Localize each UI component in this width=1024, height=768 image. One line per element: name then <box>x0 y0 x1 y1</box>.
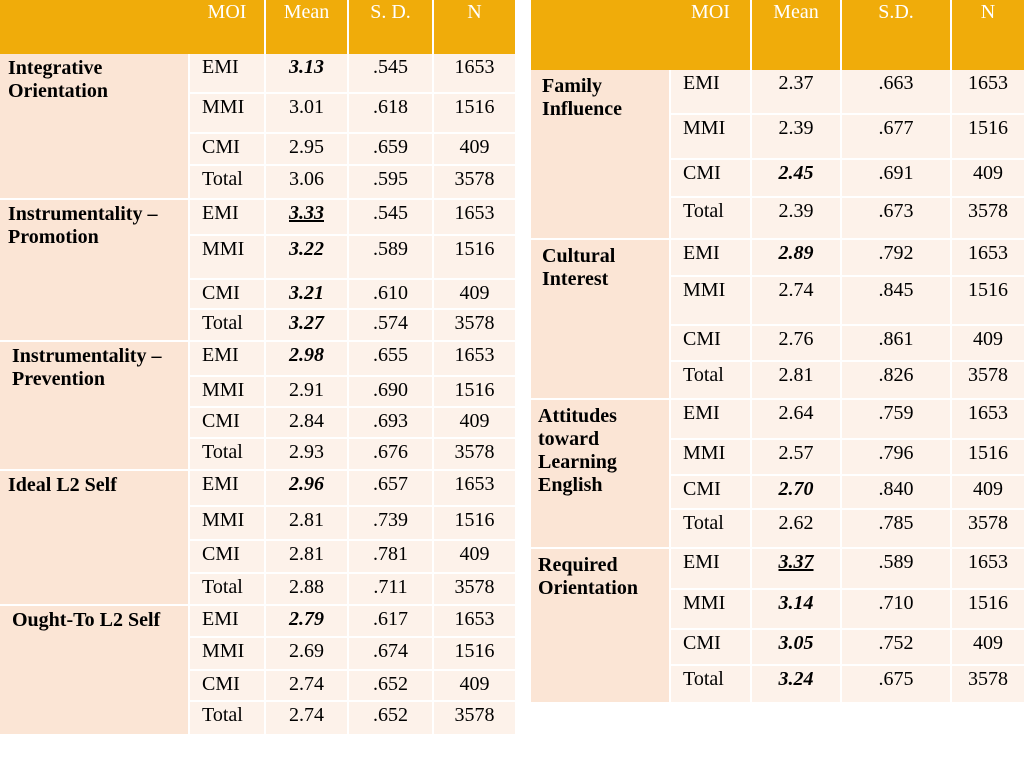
cell-moi: MMI <box>190 94 266 132</box>
variable-label <box>531 400 671 547</box>
table-row <box>671 115 1024 160</box>
variable-label <box>531 240 671 398</box>
cell-moi: MMI <box>190 507 266 539</box>
cell-mean: 2.93 <box>266 439 349 469</box>
cell-n: 3578 <box>454 312 495 334</box>
cell-mean: 2.81 <box>266 541 349 572</box>
cell-mean: 2.81 <box>752 362 842 398</box>
cell-mean: 2.74 <box>752 277 842 324</box>
cell-sd: .674 <box>349 638 434 669</box>
variable-label-text: Ought-To L2 Self <box>12 609 161 631</box>
table-row <box>190 166 515 200</box>
cell-moi: CMI <box>190 280 266 308</box>
cell-n: 1653 <box>968 72 1008 94</box>
cell-sd: .739 <box>349 507 434 539</box>
cell-sd: .655 <box>349 342 434 375</box>
cell-sd: .796 <box>842 440 952 474</box>
table-row <box>190 377 515 408</box>
cell-mean: 3.05 <box>752 630 842 664</box>
cell-moi: CMI <box>190 134 266 164</box>
cell-mean: 2.84 <box>266 408 349 437</box>
cell-n: 1516 <box>968 117 1008 139</box>
cell-mean: 3.24 <box>752 666 842 702</box>
variable-label <box>0 471 190 604</box>
table-row <box>671 400 1024 440</box>
cell-moi: Total <box>190 574 266 604</box>
cell-n: 409 <box>973 162 1003 184</box>
variable-label <box>531 70 671 238</box>
header-sd: S. D. <box>349 0 434 54</box>
cell-sd: .693 <box>349 408 434 437</box>
table-row <box>671 549 1024 590</box>
header-n: N <box>467 1 482 23</box>
cell-sd: .652 <box>349 671 434 700</box>
cell-mean: 2.79 <box>266 606 349 636</box>
cell-moi: CMI <box>671 630 752 664</box>
cell-sd: .690 <box>349 377 434 406</box>
cell-n: 1653 <box>454 56 495 78</box>
cell-n: 1516 <box>454 379 495 401</box>
cell-mean: 2.62 <box>752 510 842 547</box>
variable-label <box>0 200 190 340</box>
cell-sd: .676 <box>349 439 434 469</box>
cell-sd: .618 <box>349 94 434 132</box>
cell-n: 409 <box>459 410 490 432</box>
cell-moi: MMI <box>190 638 266 669</box>
cell-moi: EMI <box>671 240 752 275</box>
cell-sd: .545 <box>349 200 434 234</box>
cell-sd: .710 <box>842 590 952 628</box>
table-row <box>190 638 515 671</box>
variable-label <box>531 549 671 702</box>
variable-label-text: Instrumentality – Promotion <box>8 203 158 248</box>
cell-n: 1653 <box>454 202 495 224</box>
variable-label <box>0 54 190 198</box>
header-sd: S.D. <box>842 0 952 70</box>
cell-sd: .752 <box>842 630 952 664</box>
variable-label-text: Attitudes toward Learning English <box>538 405 617 496</box>
table-row <box>190 439 515 471</box>
cell-moi: EMI <box>671 549 752 588</box>
cell-mean: 2.91 <box>266 377 349 406</box>
header-mean: Mean <box>752 0 842 70</box>
cell-n: 3578 <box>454 704 495 726</box>
cell-mean: 2.57 <box>752 440 842 474</box>
cell-n: 1516 <box>454 238 495 260</box>
cell-n: 1653 <box>454 473 495 495</box>
table-row <box>671 666 1024 704</box>
table-row <box>190 310 515 342</box>
cell-sd: .691 <box>842 160 952 196</box>
cell-n: 1516 <box>454 96 495 118</box>
cell-sd: .652 <box>349 702 434 734</box>
cell-moi: Total <box>190 310 266 340</box>
cell-mean: 2.37 <box>752 70 842 113</box>
header-moi: MOI <box>671 0 752 70</box>
variable-label-text: Family Influence <box>542 75 622 120</box>
cell-mean: 2.74 <box>266 671 349 700</box>
cell-mean: 2.45 <box>752 160 842 196</box>
cell-sd: .792 <box>842 240 952 275</box>
variable-label-text: Integrative Orientation <box>8 57 108 102</box>
cell-mean: 2.96 <box>266 471 349 505</box>
cell-moi: MMI <box>190 236 266 278</box>
table-row <box>190 702 515 736</box>
table-row <box>671 362 1024 400</box>
cell-moi: MMI <box>671 590 752 628</box>
cell-moi: Total <box>671 198 752 238</box>
cell-moi: MMI <box>671 440 752 474</box>
cell-sd: .574 <box>349 310 434 340</box>
cell-sd: .617 <box>349 606 434 636</box>
cell-n: 1653 <box>454 344 495 366</box>
cell-n: 1516 <box>968 279 1008 301</box>
cell-mean: 2.39 <box>752 115 842 158</box>
table-row <box>190 574 515 606</box>
variable-label <box>0 342 190 469</box>
cell-sd: .677 <box>842 115 952 158</box>
cell-n: 409 <box>973 632 1003 654</box>
cell-sd: .759 <box>842 400 952 438</box>
table-row <box>671 440 1024 476</box>
cell-moi: EMI <box>190 471 266 505</box>
cell-sd: .826 <box>842 362 952 398</box>
cell-sd: .781 <box>349 541 434 572</box>
cell-mean: 2.95 <box>266 134 349 164</box>
table-row <box>190 134 515 166</box>
cell-sd: .845 <box>842 277 952 324</box>
cell-mean: 2.64 <box>752 400 842 438</box>
cell-mean: 2.70 <box>752 476 842 508</box>
cell-sd: .657 <box>349 471 434 505</box>
table-row <box>190 280 515 310</box>
cell-mean: 2.81 <box>266 507 349 539</box>
table-row <box>190 541 515 574</box>
cell-n: 3578 <box>968 200 1008 222</box>
cell-moi: MMI <box>190 377 266 406</box>
cell-n: 3578 <box>454 168 495 190</box>
cell-moi: EMI <box>190 342 266 375</box>
table-row <box>190 94 515 134</box>
cell-sd: .663 <box>842 70 952 113</box>
cell-mean: 2.69 <box>266 638 349 669</box>
cell-mean: 2.88 <box>266 574 349 604</box>
table-row <box>671 277 1024 326</box>
table-row <box>190 606 515 638</box>
table-row <box>190 471 515 507</box>
cell-n: 1516 <box>454 640 495 662</box>
table-row <box>190 236 515 280</box>
cell-n: 3578 <box>968 364 1008 386</box>
cell-mean: 3.22 <box>266 236 349 278</box>
cell-mean: 3.01 <box>266 94 349 132</box>
cell-mean: 2.89 <box>752 240 842 275</box>
cell-sd: .659 <box>349 134 434 164</box>
table-row <box>671 326 1024 362</box>
cell-mean: 3.33 <box>266 200 349 234</box>
cell-moi: CMI <box>671 476 752 508</box>
cell-sd: .840 <box>842 476 952 508</box>
cell-n: 409 <box>459 543 490 565</box>
cell-mean: 2.74 <box>266 702 349 734</box>
cell-sd: .673 <box>842 198 952 238</box>
table-row <box>190 200 515 236</box>
table-row <box>190 671 515 702</box>
header-mean: Mean <box>266 0 349 54</box>
cell-n: 409 <box>459 282 490 304</box>
cell-mean: 3.06 <box>266 166 349 198</box>
table-row <box>190 342 515 377</box>
cell-sd: .595 <box>349 166 434 198</box>
cell-sd: .861 <box>842 326 952 360</box>
cell-sd: .589 <box>842 549 952 588</box>
table-row <box>671 510 1024 549</box>
cell-moi: EMI <box>671 70 752 113</box>
cell-n: 409 <box>459 136 490 158</box>
cell-mean: 3.13 <box>266 54 349 92</box>
cell-sd: .545 <box>349 54 434 92</box>
table-row <box>671 70 1024 115</box>
cell-moi: Total <box>671 666 752 702</box>
table-row <box>671 476 1024 510</box>
table-row <box>190 507 515 541</box>
cell-n: 3578 <box>968 668 1008 690</box>
cell-sd: .589 <box>349 236 434 278</box>
table-row <box>671 198 1024 240</box>
table-row <box>671 630 1024 666</box>
table-row <box>671 240 1024 277</box>
cell-mean: 3.14 <box>752 590 842 628</box>
cell-moi: CMI <box>190 671 266 700</box>
cell-mean: 2.98 <box>266 342 349 375</box>
variable-label-text: Required Orientation <box>538 554 638 599</box>
header-n: N <box>980 1 996 23</box>
cell-moi: Total <box>190 439 266 469</box>
cell-n: 3578 <box>968 512 1008 534</box>
cell-moi: MMI <box>671 115 752 158</box>
table-header <box>531 0 1024 70</box>
cell-mean: 2.76 <box>752 326 842 360</box>
cell-n: 1653 <box>968 402 1008 424</box>
cell-sd: .711 <box>349 574 434 604</box>
cell-moi: Total <box>190 166 266 198</box>
cell-moi: EMI <box>190 606 266 636</box>
cell-mean: 3.37 <box>752 549 842 588</box>
cell-n: 1653 <box>968 242 1008 264</box>
cell-n: 1516 <box>454 509 495 531</box>
variable-label-text: Cultural Interest <box>542 245 616 290</box>
table-row <box>190 408 515 439</box>
cell-n: 409 <box>973 328 1003 350</box>
table-row <box>671 160 1024 198</box>
cell-moi: EMI <box>671 400 752 438</box>
cell-mean: 2.39 <box>752 198 842 238</box>
variable-label-text: Instrumentality – Prevention <box>12 345 162 390</box>
variable-label <box>0 606 190 734</box>
cell-moi: CMI <box>671 326 752 360</box>
cell-n: 3578 <box>454 441 495 463</box>
table-row <box>190 54 515 94</box>
cell-moi: CMI <box>190 541 266 572</box>
cell-moi: EMI <box>190 200 266 234</box>
cell-moi: Total <box>671 362 752 398</box>
cell-moi: Total <box>671 510 752 547</box>
cell-moi: MMI <box>671 277 752 324</box>
table-row <box>671 590 1024 630</box>
header-moi: MOI <box>190 0 266 54</box>
cell-moi: CMI <box>671 160 752 196</box>
cell-n: 409 <box>459 673 490 695</box>
table-header <box>0 0 515 54</box>
cell-mean: 3.27 <box>266 310 349 340</box>
cell-n: 3578 <box>454 576 495 598</box>
cell-n: 1516 <box>968 592 1008 614</box>
cell-moi: EMI <box>190 54 266 92</box>
cell-n: 409 <box>973 478 1003 500</box>
cell-sd: .610 <box>349 280 434 308</box>
cell-moi: CMI <box>190 408 266 437</box>
cell-sd: .675 <box>842 666 952 702</box>
variable-label-text: Ideal L2 Self <box>8 474 117 496</box>
cell-moi: Total <box>190 702 266 734</box>
cell-n: 1653 <box>454 608 495 630</box>
cell-n: 1653 <box>968 551 1008 573</box>
cell-sd: .785 <box>842 510 952 547</box>
cell-mean: 3.21 <box>266 280 349 308</box>
cell-n: 1516 <box>968 442 1008 464</box>
